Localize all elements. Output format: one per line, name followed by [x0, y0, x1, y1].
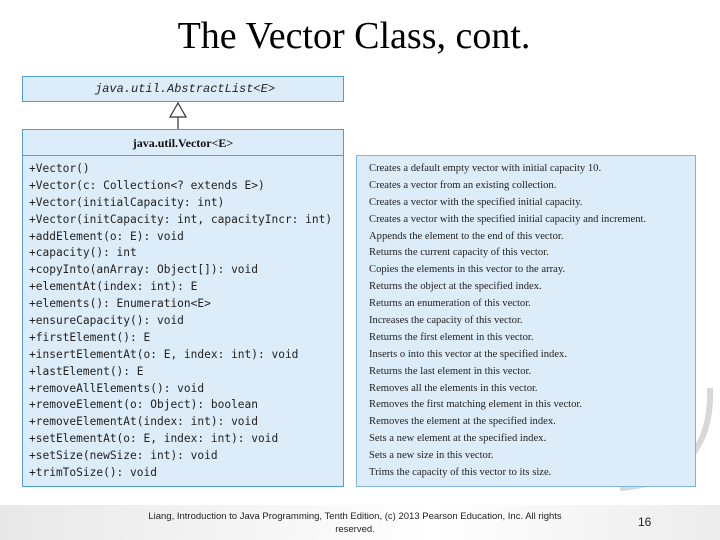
method-item: +removeElement(o: Object): boolean	[29, 398, 259, 412]
description-item: Inserts o into this vector at the specified index.	[369, 348, 567, 360]
description-item: Creates a vector from an existing collection.	[369, 179, 557, 191]
method-item: +Vector(initCapacity: int, capacityIncr: int)	[29, 212, 333, 226]
method-item: +setSize(newSize: int): void	[29, 449, 218, 463]
description-item: Removes all the elements in this vector.	[369, 382, 538, 394]
description-item: Increases the capacity of this vector.	[369, 315, 523, 327]
description-item: Removes the element at the specified index.	[369, 416, 556, 428]
description-item: Returns the first element in this vector.	[369, 331, 534, 343]
method-item: +Vector(initialCapacity: int)	[29, 195, 225, 209]
description-item: Appends the element to the end of this vector.	[369, 230, 564, 242]
description-item: Returns the last element in this vector.	[369, 365, 532, 377]
method-list	[29, 161, 332, 482]
description-item: Removes the first matching element in this vector.	[369, 399, 583, 411]
method-item: +removeAllElements(): void	[29, 381, 205, 395]
description-item: Trims the capacity of this vector to its size.	[369, 467, 552, 479]
method-item: +removeElementAt(index: int): void	[29, 415, 259, 429]
method-item: +firstElement(): E	[29, 330, 151, 344]
class-header-box	[22, 129, 344, 156]
page-number: 16	[638, 515, 652, 529]
method-item: +Vector()	[29, 162, 90, 175]
description-item: Returns an enumeration of this vector.	[369, 298, 531, 310]
description-item: Creates a vector with the specified initial capacity.	[369, 196, 583, 208]
slide-title: The Vector Class, cont.	[177, 15, 531, 57]
descriptions-box	[356, 155, 696, 487]
description-item: Creates a default empty vector with initial capacity 10.	[369, 163, 602, 174]
footer-citation: Liang, Introduction to Java Programming, Tenth Edition, (c) 2013 Pearson Education, Inc. All rights reserved.	[148, 511, 562, 535]
description-item: Sets a new element at the specified index.	[369, 433, 547, 445]
method-item: +copyInto(anArray: Object[]): void	[29, 263, 259, 277]
methods-box	[22, 155, 344, 487]
method-item: +insertElementAt(o: E, index: int): void	[29, 347, 299, 361]
method-item: +elementAt(index: int): E	[29, 280, 198, 294]
method-item: +elements(): Enumeration<E>	[29, 297, 211, 311]
description-item: Creates a vector with the specified initial capacity and increment.	[369, 213, 647, 225]
description-item: Sets a new size in this vector.	[369, 450, 494, 462]
method-item: +addElement(o: E): void	[29, 229, 184, 243]
method-item: +lastElement(): E	[29, 364, 144, 378]
method-item: +ensureCapacity(): void	[29, 314, 184, 328]
description-item: Returns the current capacity of this vector.	[369, 247, 549, 259]
class-name: java.util.Vector<E>	[132, 136, 234, 150]
method-item: +capacity(): int	[29, 246, 137, 260]
description-list	[369, 161, 646, 482]
superclass-label: java.util.AbstractList<E>	[95, 82, 276, 96]
method-item: +Vector(c: Collection<? extends E>)	[29, 178, 265, 192]
method-item: +setElementAt(o: E, index: int): void	[29, 432, 279, 446]
description-item: Copies the elements in this vector to the array.	[369, 264, 566, 276]
description-item: Returns the object at the specified index.	[369, 281, 542, 293]
method-item: +trimToSize(): void	[29, 466, 157, 480]
